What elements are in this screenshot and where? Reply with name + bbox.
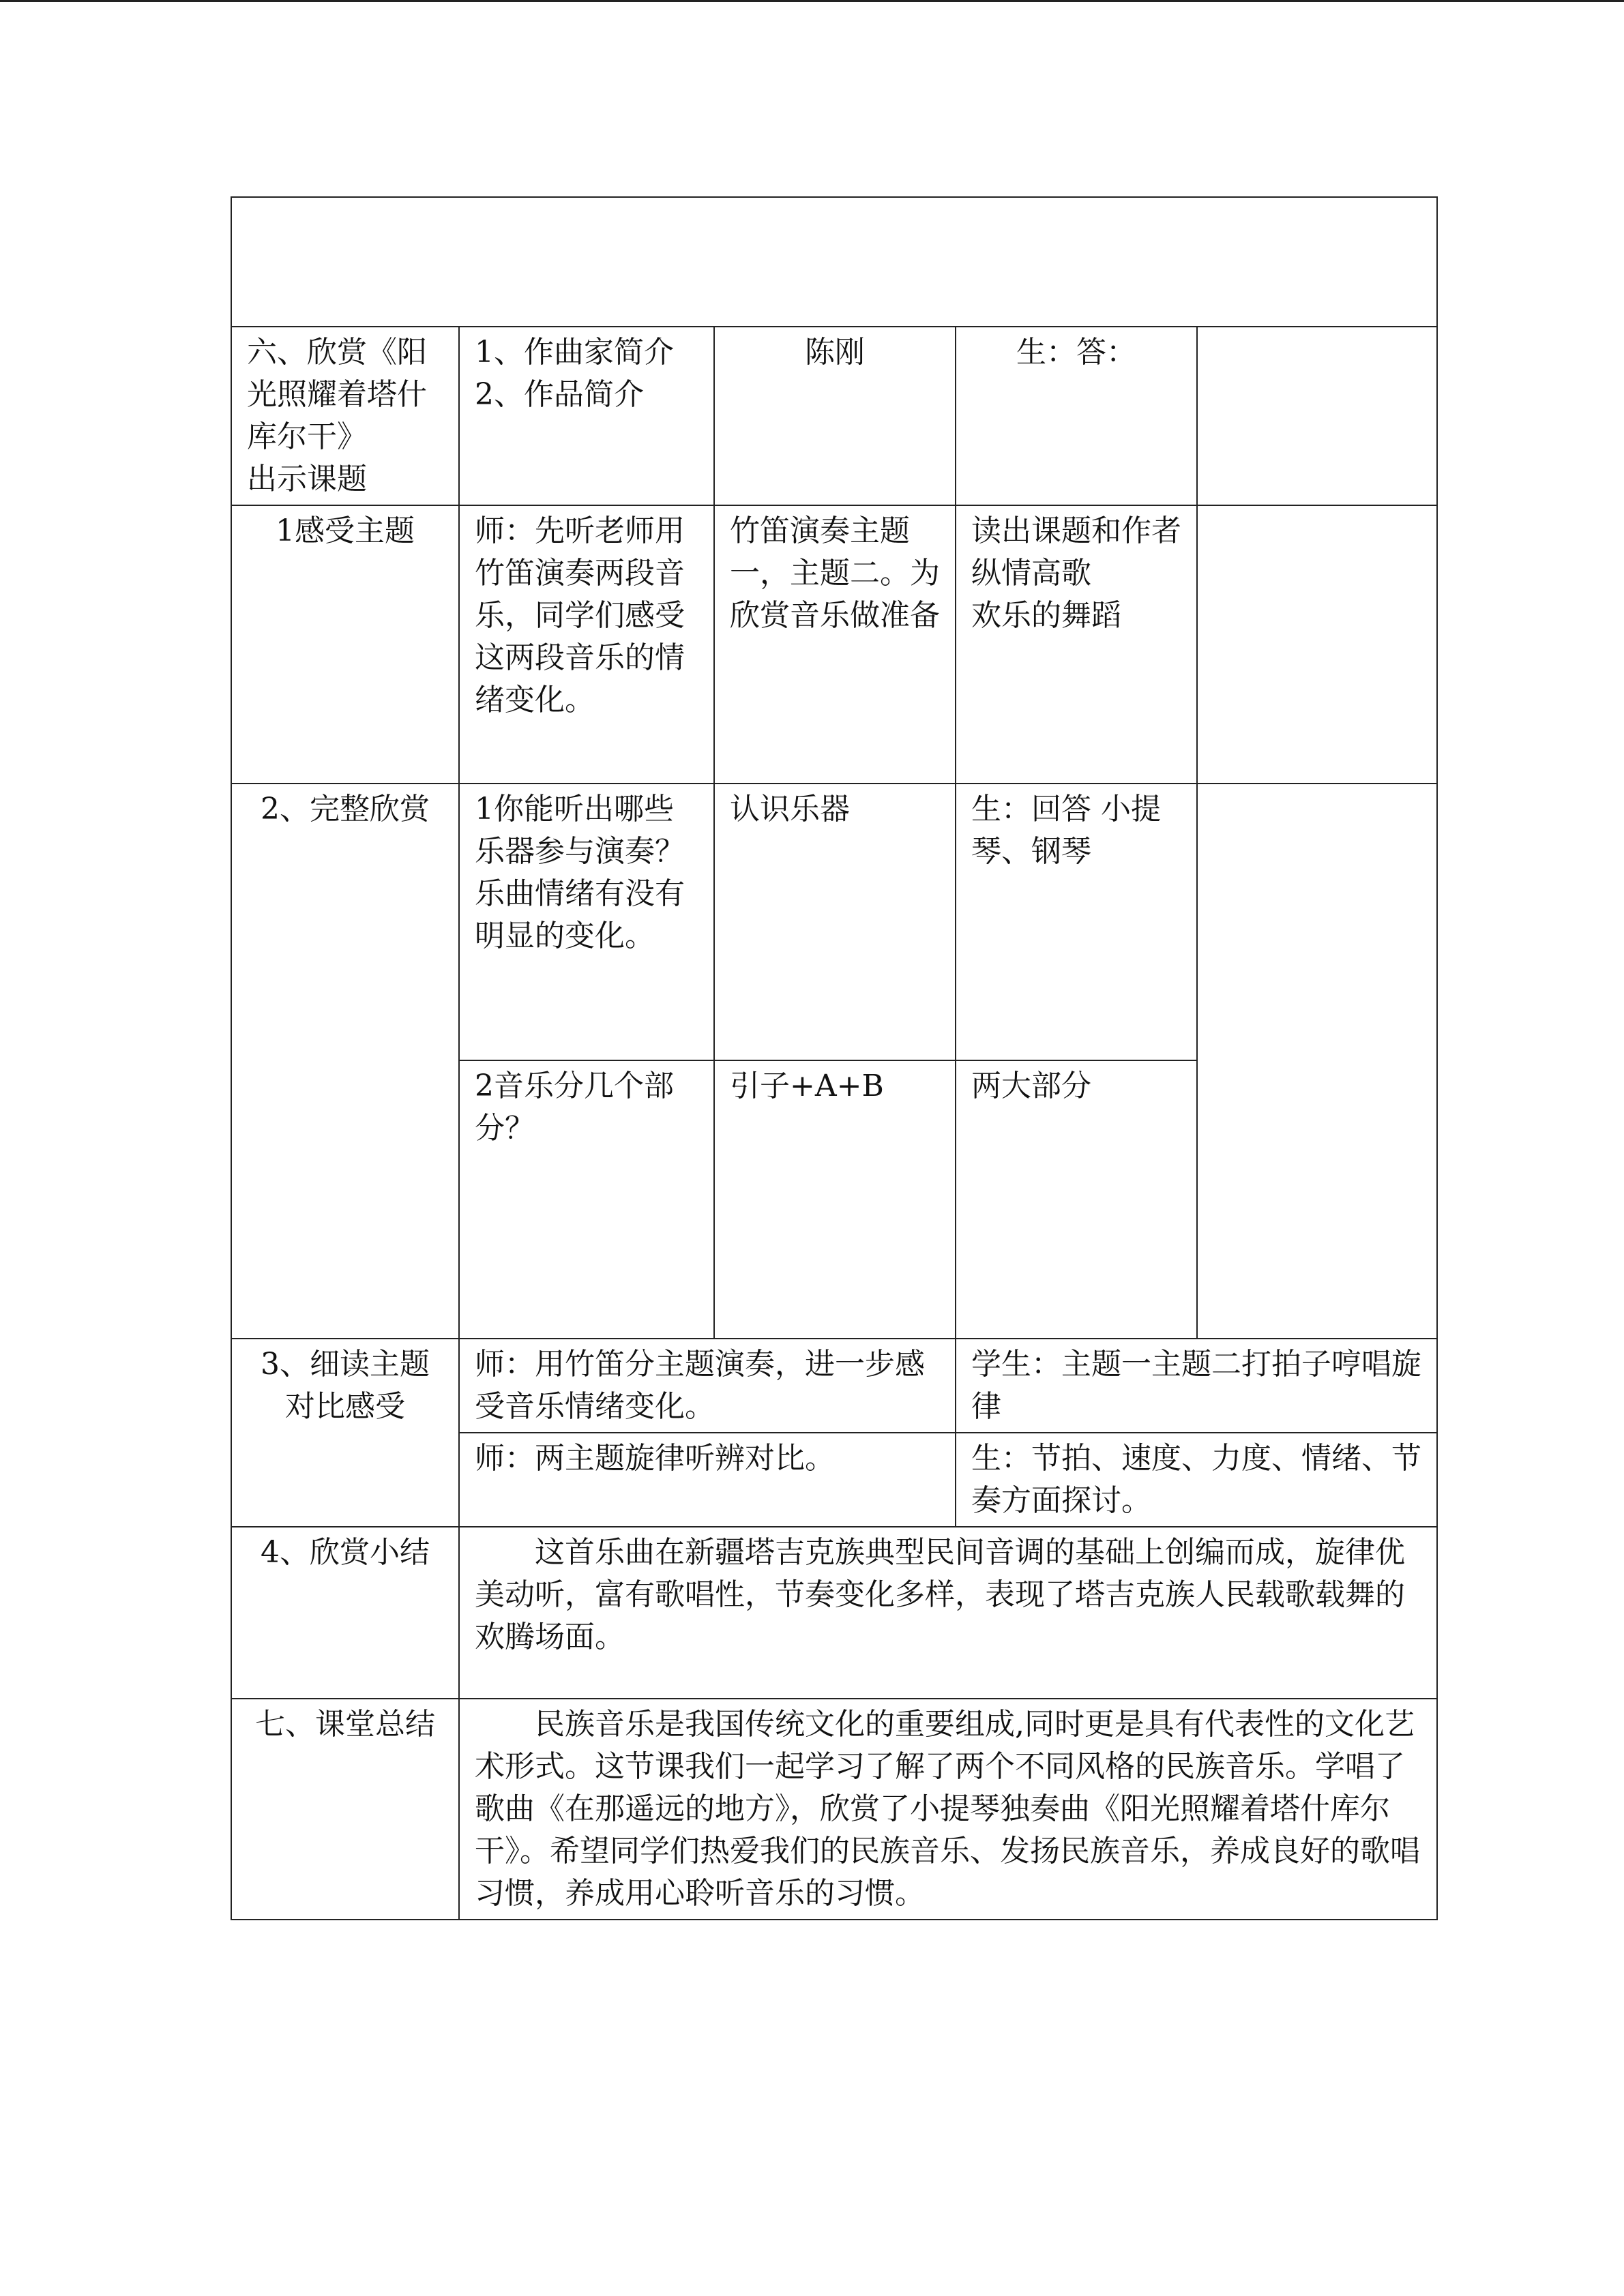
teacher-item-1: 1、作曲家简介 bbox=[475, 335, 674, 370]
empty-cell bbox=[1197, 784, 1437, 1339]
blank-cell bbox=[231, 197, 1437, 327]
stage-subtitle: 对比感受 bbox=[285, 1389, 405, 1424]
student-cell: 学生：主题一主题二打拍子哼唱旋律 bbox=[956, 1339, 1437, 1433]
student-cell: 生：答： bbox=[956, 327, 1197, 505]
teacher-cell: 师：用竹笛分主题演奏，进一步感受音乐情绪变化。 bbox=[459, 1339, 956, 1433]
intent-cell: 认识乐器 bbox=[714, 784, 956, 1060]
teacher-cell bbox=[459, 327, 714, 505]
row-appreciate bbox=[231, 327, 1437, 505]
blank-top-row bbox=[231, 197, 1437, 327]
student-line-3: 欢乐的舞蹈 bbox=[971, 598, 1121, 633]
student-cell: 生：节拍、速度、力度、情绪、节奏方面探讨。 bbox=[956, 1433, 1437, 1527]
student-line-1: 读出课题和作者 bbox=[971, 513, 1181, 548]
stage-cell: 七、课堂总结 bbox=[231, 1699, 459, 1920]
student-cell: 两大部分 bbox=[956, 1060, 1197, 1339]
lesson-plan-table bbox=[231, 196, 1438, 1920]
row-detail-1 bbox=[231, 1339, 1437, 1433]
row-full-q1 bbox=[231, 784, 1437, 1060]
student-cell: 生：回答 小提琴、钢琴 bbox=[956, 784, 1197, 1060]
intent-cell: 陈刚 bbox=[714, 327, 956, 505]
summary-text: 这首乐曲在新疆塔吉克族典型民间音调的基础上创编而成，旋律优美动听，富有歌唱性，节奏变化多样，表现了塔吉克族人民载歌载舞的欢腾场面。 bbox=[459, 1527, 1437, 1699]
student-line-2: 纵情高歌 bbox=[971, 556, 1091, 591]
teacher-cell: 2音乐分几个部分？ bbox=[459, 1060, 714, 1339]
row-summary bbox=[231, 1527, 1437, 1699]
stage-title: 六、欣赏《阳光照耀着塔什库尔干》 bbox=[247, 335, 427, 454]
stage-cell bbox=[231, 327, 459, 505]
stage-cell: 2、完整欣赏 bbox=[231, 784, 459, 1339]
row-theme bbox=[231, 505, 1437, 784]
stage-cell bbox=[231, 1339, 459, 1527]
student-cell bbox=[956, 505, 1197, 784]
teacher-cell: 1你能听出哪些乐器参与演奏？乐曲情绪有没有明显的变化。 bbox=[459, 784, 714, 1060]
teacher-cell: 师：两主题旋律听辨对比。 bbox=[459, 1433, 956, 1527]
class-summary-text: 民族音乐是我国传统文化的重要组成,同时更是具有代表性的文化艺术形式。这节课我们一起学习了解了两个不同风格的民族音乐。学唱了歌曲《在那遥远的地方》，欣赏了小提琴独奏曲《阳光照耀着塔什库尔干》。希望同学们热爱我们的民族音乐、发扬民族音乐，养成良好的歌唱习惯，养成用心聆听音乐的习惯。 bbox=[459, 1699, 1437, 1920]
stage-subtitle: 出示课题 bbox=[247, 462, 367, 496]
stage-cell: 1感受主题 bbox=[231, 505, 459, 784]
intent-cell: 引子+A+B bbox=[714, 1060, 956, 1339]
row-class-summary bbox=[231, 1699, 1437, 1920]
empty-cell bbox=[1197, 505, 1437, 784]
stage-cell: 4、欣赏小结 bbox=[231, 1527, 459, 1699]
stage-title: 3、细读主题 bbox=[261, 1347, 430, 1382]
empty-cell bbox=[1197, 327, 1437, 505]
page-top-rule bbox=[0, 0, 1624, 2]
intent-cell: 竹笛演奏主题一，主题二。为欣赏音乐做准备 bbox=[714, 505, 956, 784]
teacher-cell: 师：先听老师用竹笛演奏两段音乐，同学们感受这两段音乐的情绪变化。 bbox=[459, 505, 714, 784]
teacher-item-2: 2、作品简介 bbox=[475, 377, 644, 412]
